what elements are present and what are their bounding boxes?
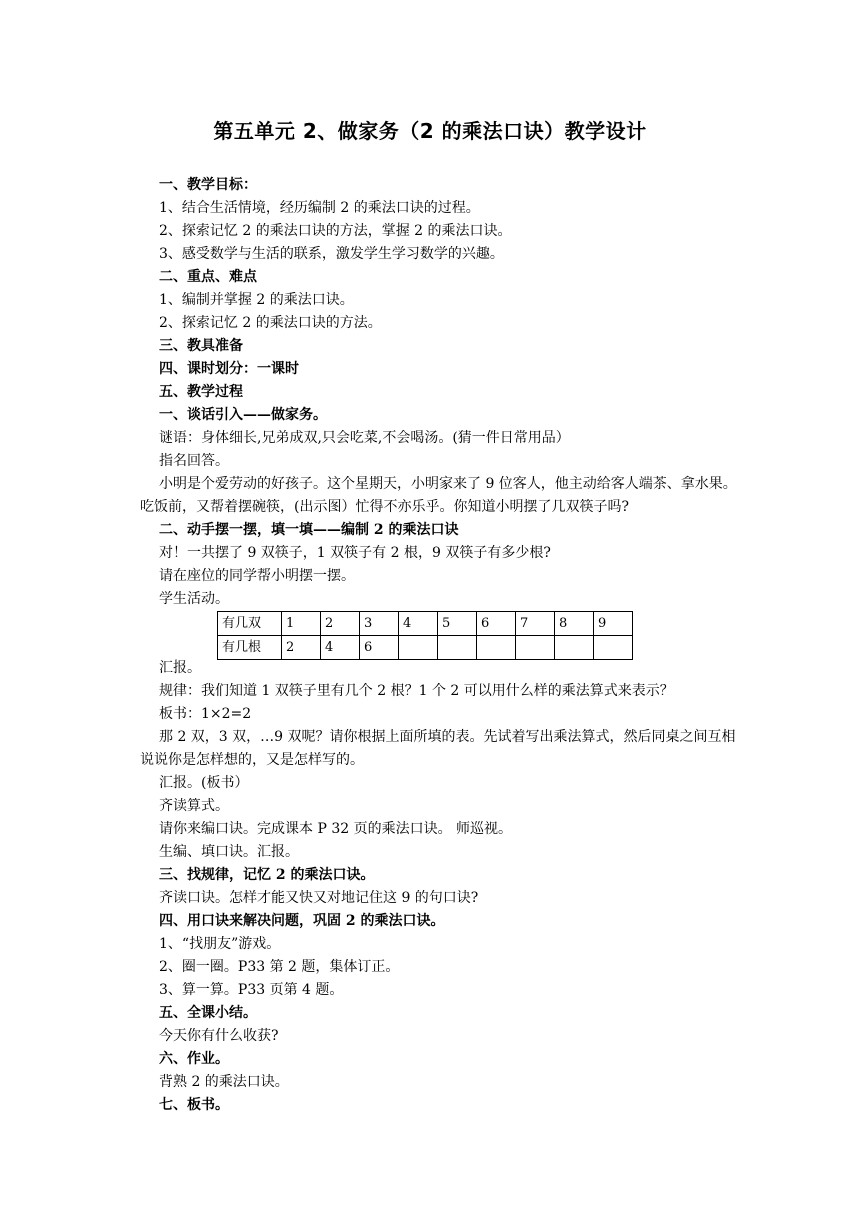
- table-cell: 4: [399, 612, 438, 636]
- text-line: 齐读口诀。怎样才能又快又对地记住这 9 的句口诀?: [159, 890, 479, 906]
- section-heading: 七、板书。: [159, 1097, 229, 1113]
- table-cell: 1: [282, 612, 321, 636]
- text-line: 1、结合生活情境，经历编制 2 的乘法口诀的过程。: [159, 200, 480, 216]
- text-line: 规律：我们知道 1 双筷子里有几个 2 根？1 个 2 可以用什么样的乘法算式来表示？: [159, 683, 674, 699]
- table-cell: 3: [360, 612, 399, 636]
- text-line: 背熟 2 的乘法口诀。: [159, 1074, 289, 1090]
- text-line: 那 2 双，3 双，…9 双呢？请你根据上面所填的表。先试着写出乘法算式，然后同桌之间互相说说你是怎样想的，又是怎样写的。: [140, 729, 736, 768]
- section-heading: 三、找规律，记忆 2 的乘法口诀。: [159, 867, 375, 883]
- table-cell: [516, 636, 555, 660]
- text-line: 谜语：身体细长,兄弟成双,只会吃菜,不会喝汤。(猜一件日常用品）: [159, 430, 570, 446]
- table-row: [218, 612, 633, 636]
- table-cell: 7: [516, 612, 555, 636]
- section-heading: 二、动手摆一摆，填一填——编制 2 的乘法口诀: [159, 522, 459, 538]
- text-line: 1、“找朋友”游戏。: [159, 936, 281, 952]
- table-row-header: 有几双: [218, 612, 282, 636]
- text-line: 对！一共摆了 9 双筷子，1 双筷子有 2 根，9 双筷子有多少根?: [159, 545, 551, 561]
- text-line: 2、探索记忆 2 的乘法口诀的方法。: [159, 315, 382, 331]
- table-cell: 2: [321, 612, 360, 636]
- text-line: 3、感受数学与生活的联系，激发学生学习数学的兴趣。: [159, 246, 504, 262]
- table-cell: [399, 636, 438, 660]
- text-line: 小明是个爱劳动的好孩子。这个星期天，小明家来了 9 位客人，他主动给客人端茶、拿水果。吃饭前，又帮着摆碗筷，(出示图）忙得不亦乐乎。你知道小明摆了几双筷子吗?: [140, 476, 737, 515]
- text-line: 学生活动。: [159, 591, 229, 607]
- body-section-b: [140, 657, 740, 1117]
- text-line: 生编、填口诀。汇报。: [159, 844, 299, 860]
- table-cell: 6: [477, 612, 516, 636]
- section-heading: 三、教具准备: [159, 338, 243, 354]
- text-line: 板书：1×2=2: [159, 706, 252, 722]
- text-line: 汇报。(板书）: [159, 775, 249, 791]
- table-cell: 4: [321, 636, 360, 660]
- table-cell: [555, 636, 594, 660]
- section-heading: 五、全课小结。: [159, 1005, 257, 1021]
- text-line: 指名回答。: [159, 453, 229, 469]
- text-line: 齐读算式。: [159, 798, 229, 814]
- table-row-header: 有几根: [218, 636, 282, 660]
- table-cell: 9: [594, 612, 633, 636]
- text-line: 今天你有什么收获?: [159, 1028, 279, 1044]
- table-cell: 2: [282, 636, 321, 660]
- table-cell: [594, 636, 633, 660]
- section-heading: 四、用口诀来解决问题，巩固 2 的乘法口诀。: [159, 913, 445, 929]
- section-heading: 一、谈话引入——做家务。: [159, 407, 327, 423]
- section-heading: 二、重点、难点: [159, 269, 257, 285]
- section-heading: 六、作业。: [159, 1051, 229, 1067]
- table-cell: 5: [438, 612, 477, 636]
- section-heading: 一、教学目标：: [159, 177, 257, 193]
- text-line: 请你来编口诀。完成课本 P 32 页的乘法口诀。 师巡视。: [159, 821, 513, 837]
- text-line: 1、编制并掌握 2 的乘法口诀。: [159, 292, 354, 308]
- section-heading: 五、教学过程: [159, 384, 243, 400]
- chopsticks-table-wrapper: [217, 611, 740, 657]
- text-line: 3、算一算。P33 页第 4 题。: [159, 982, 344, 998]
- table-cell: [438, 636, 477, 660]
- text-line: 2、探索记忆 2 的乘法口诀的方法，掌握 2 的乘法口诀。: [159, 223, 512, 239]
- section-heading: 四、课时划分：一课时: [159, 361, 299, 377]
- document-body: [140, 174, 740, 1117]
- table-cell: 8: [555, 612, 594, 636]
- chopsticks-table: [217, 611, 633, 660]
- text-line: 汇报。: [159, 660, 201, 676]
- body-section-a: [140, 174, 740, 611]
- table-row: [218, 636, 633, 660]
- document-title: 第五单元 2、做家务（2 的乘法口诀）教学设计: [213, 119, 647, 143]
- table-cell: 6: [360, 636, 399, 660]
- table-cell: [477, 636, 516, 660]
- text-line: 请在座位的同学帮小明摆一摆。: [159, 568, 355, 584]
- text-line: 2、圈一圈。P33 第 2 题，集体订正。: [159, 959, 400, 975]
